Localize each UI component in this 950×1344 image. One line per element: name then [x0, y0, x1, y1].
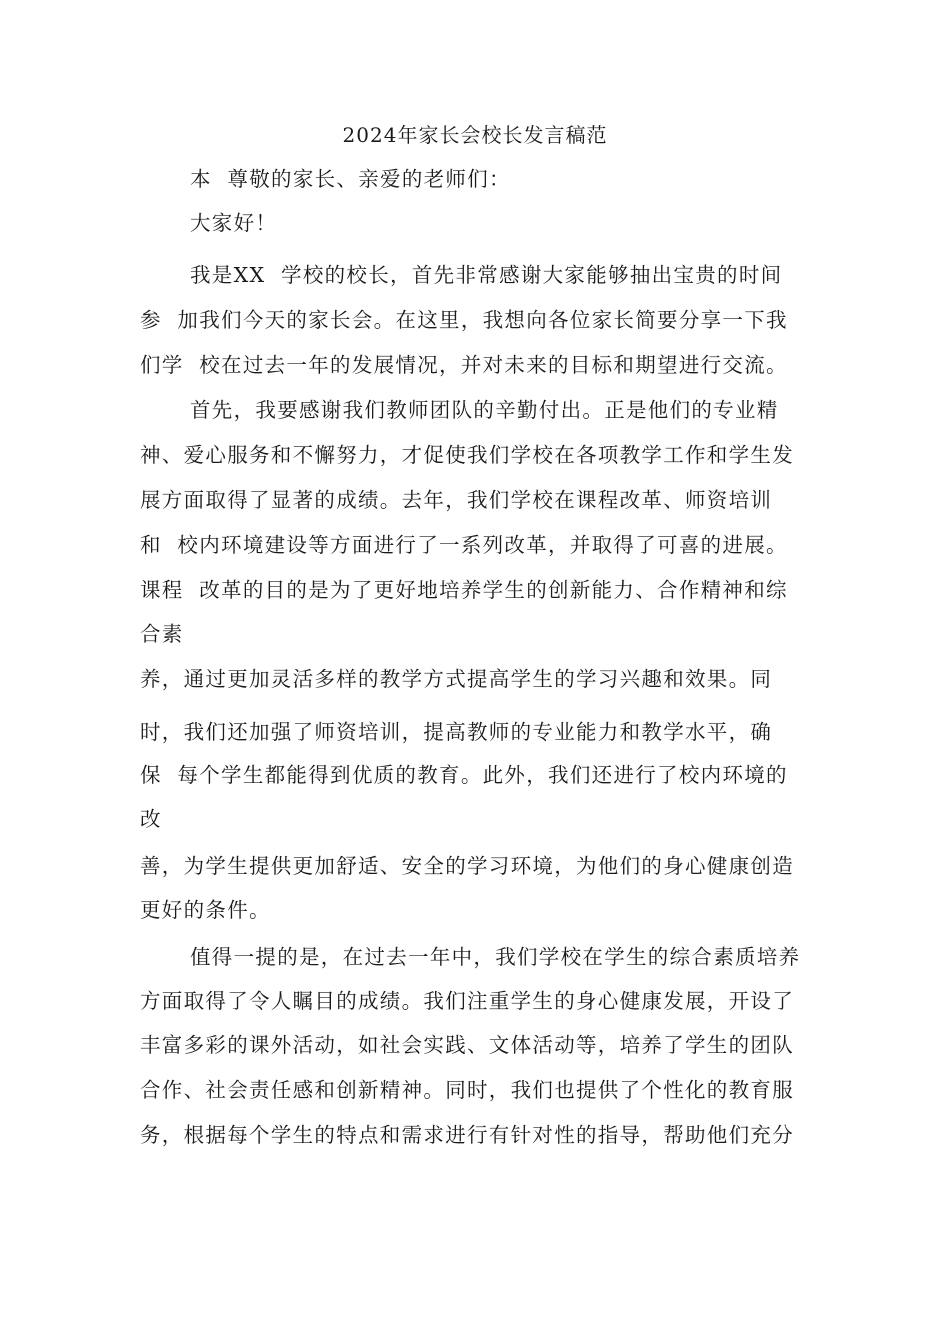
paragraph-2-line-2: 神、爱心服务和不懈努力，才促使我们学校在各项教学工作和学生发	[140, 443, 794, 467]
paragraph-2-line-9: 保 每个学生都能得到优质的教育。此外，我们还进行了校内环境的	[140, 763, 788, 787]
paragraph-2-line-5: 课程 改革的目的是为了更好地培养学生的创新能力、合作精神和综	[140, 578, 788, 602]
document-title: 2024年家长会校长发言稿范	[342, 123, 608, 147]
paragraph-3-line-3: 丰富多彩的课外活动，如社会实践、文体活动等，培养了学生的团队	[140, 1033, 794, 1057]
paragraph-2-line-1: 首先，我要感谢我们教师团队的辛勤付出。正是他们的专业精	[190, 398, 779, 422]
paragraph-3-line-1: 值得一提的是，在过去一年中，我们学校在学生的综合素质培养	[190, 945, 801, 969]
paragraph-2-line-3: 展方面取得了显著的成绩。去年，我们学校在课程改革、师资培训	[140, 488, 773, 512]
salutation-line: 本 尊敬的家长、亲爱的老师们：	[190, 167, 511, 191]
paragraph-2-line-6: 合素	[140, 622, 184, 646]
paragraph-3-line-5: 务，根据每个学生的特点和需求进行有针对性的指导，帮助他们充分	[140, 1123, 794, 1147]
paragraph-1-line-3: 们学 校在过去一年的发展情况，并对未来的目标和期望进行交流。	[140, 353, 788, 377]
paragraph-3-line-2: 方面取得了令人瞩目的成绩。我们注重学生的身心健康发展，开设了	[140, 989, 794, 1013]
paragraph-2-line-10: 改	[140, 807, 162, 831]
paragraph-2-line-11: 善，为学生提供更加舒适、安全的学习环境，为他们的身心健康创造	[140, 854, 794, 878]
paragraph-2-line-7: 养，通过更加灵活多样的教学方式提高学生的学习兴趣和效果。同	[140, 667, 773, 691]
paragraph-2-line-8: 时，我们还加强了师资培训，提高教师的专业能力和教学水平，确	[140, 720, 773, 744]
greeting-line: 大家好！	[190, 211, 278, 235]
paragraph-1-line-1: 我是XX 学校的校长，首先非常感谢大家能够抽出宝贵的时间	[190, 263, 783, 287]
paragraph-1-line-2: 参 加我们今天的家长会。在这里，我想向各位家长简要分享一下我	[140, 308, 788, 332]
paragraph-2-line-4: 和 校内环境建设等方面进行了一系列改革，并取得了可喜的进展。	[140, 533, 788, 557]
paragraph-3-line-4: 合作、社会责任感和创新精神。同时，我们也提供了个性化的教育服	[140, 1078, 794, 1102]
paragraph-2-line-12: 更好的条件。	[140, 898, 271, 922]
